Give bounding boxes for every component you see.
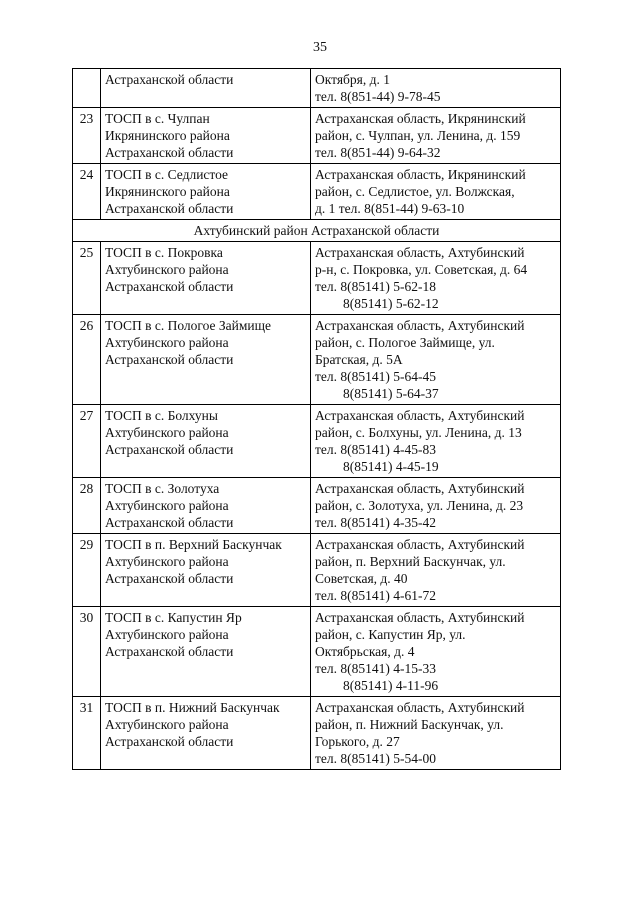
address-line: Астраханская область, Ахтубинский (315, 245, 525, 260)
division-name-line: ТОСП в п. Нижний Баскунчак (105, 700, 280, 715)
division-name-line: ТОСП в с. Пологое Займище (105, 318, 272, 333)
division-name-cell (101, 164, 311, 220)
phone-extra-line: 8(85141) 5-64-37 (343, 386, 439, 401)
phone-extra-line: 8(85141) 4-45-19 (343, 459, 439, 474)
row-number: 23 (73, 108, 101, 164)
division-name-line: Икрянинского района (105, 184, 230, 199)
address-line: Астраханская область, Ахтубинский (315, 318, 525, 333)
address-cell (311, 108, 561, 164)
address-line: район, с. Капустин Яр, ул. (315, 627, 466, 642)
division-name-line: ТОСП в с. Болхуны (105, 408, 218, 423)
address-line: тел. 8(85141) 5-54-00 (315, 751, 436, 766)
address-cell (311, 69, 561, 108)
address-line: тел. 8(851-44) 9-78-45 (315, 89, 441, 104)
division-name-line: Астраханской области (105, 72, 234, 87)
page-number: 35 (313, 40, 327, 55)
address-cell (311, 164, 561, 220)
division-name-line: Ахтубинского района (105, 498, 229, 513)
division-name-cell (101, 478, 311, 534)
address-line: район, с. Седлистое, ул. Волжская, (315, 184, 515, 199)
table-row (73, 534, 561, 607)
address-line: район, с. Пологое Займище, ул. (315, 335, 495, 350)
address-cell (311, 697, 561, 770)
table-row (73, 69, 561, 108)
row-number: 27 (73, 405, 101, 478)
address-line: Октября, д. 1 (315, 72, 391, 87)
row-number: 31 (73, 697, 101, 770)
division-name-line: Астраханской области (105, 644, 234, 659)
address-line: Астраханская область, Ахтубинский (315, 537, 525, 552)
address-line: Астраханская область, Икрянинский (315, 167, 526, 182)
address-line: тел. 8(85141) 4-15-33 (315, 661, 436, 676)
address-line: тел. 8(85141) 5-64-45 (315, 369, 436, 384)
row-number: 29 (73, 534, 101, 607)
division-name-line: Астраханской области (105, 145, 234, 160)
address-line: район, п. Верхний Баскунчак, ул. (315, 554, 506, 569)
phone-extra-line: 8(85141) 4-11-96 (343, 678, 439, 693)
address-line: Октябрьская, д. 4 (315, 644, 415, 659)
row-number: 25 (73, 242, 101, 315)
division-name-cell (101, 697, 311, 770)
division-name-cell (101, 69, 311, 108)
address-cell (311, 607, 561, 697)
address-line: район, с. Чулпан, ул. Ленина, д. 159 (315, 128, 521, 143)
row-number (73, 69, 101, 108)
table-row (73, 315, 561, 405)
address-line: район, с. Болхуны, ул. Ленина, д. 13 (315, 425, 522, 440)
division-name-line: ТОСП в с. Седлистое (105, 167, 229, 182)
division-name-line: ТОСП в с. Чулпан (105, 111, 210, 126)
division-name-line: Ахтубинского района (105, 262, 229, 277)
address-line: Астраханская область, Ахтубинский (315, 481, 525, 496)
address-line: тел. 8(85141) 4-45-83 (315, 442, 436, 457)
division-name-line: Ахтубинского района (105, 717, 229, 732)
division-name-line: Ахтубинского района (105, 425, 229, 440)
division-name-line: ТОСП в с. Покровка (105, 245, 223, 260)
division-name-line: Астраханской области (105, 734, 234, 749)
row-number: 30 (73, 607, 101, 697)
division-name-line: Астраханской области (105, 352, 234, 367)
address-line: тел. 8(85141) 4-35-42 (315, 515, 436, 530)
division-name-line: Астраханской области (105, 515, 234, 530)
address-line: Астраханская область, Ахтубинский (315, 610, 525, 625)
division-name-line: Астраханской области (105, 279, 234, 294)
address-cell (311, 315, 561, 405)
address-line: Горького, д. 27 (315, 734, 400, 749)
address-line: тел. 8(85141) 4-61-72 (315, 588, 436, 603)
row-number: 28 (73, 478, 101, 534)
address-line: тел. 8(85141) 5-62-18 (315, 279, 436, 294)
division-name-cell (101, 242, 311, 315)
address-line: Братская, д. 5А (315, 352, 403, 367)
address-line: д. 1 тел. 8(851-44) 9-63-10 (315, 201, 465, 216)
division-name-line: Ахтубинского района (105, 554, 229, 569)
address-line: р-н, с. Покровка, ул. Советская, д. 64 (315, 262, 528, 277)
row-number: 26 (73, 315, 101, 405)
division-name-line: Ахтубинского района (105, 335, 229, 350)
address-line: Астраханская область, Икрянинский (315, 111, 526, 126)
division-name-line: Икрянинского района (105, 128, 230, 143)
address-line: район, п. Нижний Баскунчак, ул. (315, 717, 504, 732)
division-name-line: ТОСП в с. Капустин Яр (105, 610, 242, 625)
registry-table (72, 68, 561, 770)
table-body-bottom (73, 242, 561, 770)
division-name-cell (101, 607, 311, 697)
section-title: Ахтубинский район Астраханской области (73, 220, 561, 242)
division-name-line: Астраханской области (105, 571, 234, 586)
division-name-line: Ахтубинского района (105, 627, 229, 642)
division-name-cell (101, 405, 311, 478)
table-row (73, 108, 561, 164)
division-name-line: ТОСП в п. Верхний Баскунчак (105, 537, 282, 552)
table-row (73, 697, 561, 770)
address-line: Астраханская область, Ахтубинский (315, 408, 525, 423)
table-row (73, 607, 561, 697)
division-name-line: ТОСП в с. Золотуха (105, 481, 220, 496)
division-name-cell (101, 108, 311, 164)
address-line: Астраханская область, Ахтубинский (315, 700, 525, 715)
table-row (73, 242, 561, 315)
division-name-line: Астраханской области (105, 201, 234, 216)
row-number: 24 (73, 164, 101, 220)
address-cell (311, 478, 561, 534)
address-line: Советская, д. 40 (315, 571, 408, 586)
table-row (73, 478, 561, 534)
division-name-cell (101, 315, 311, 405)
address-cell (311, 405, 561, 478)
address-line: тел. 8(851-44) 9-64-32 (315, 145, 441, 160)
table-row (73, 405, 561, 478)
division-name-cell (101, 534, 311, 607)
address-cell (311, 242, 561, 315)
table-row (73, 164, 561, 220)
section-header-row (73, 220, 561, 242)
phone-extra-line: 8(85141) 5-62-12 (343, 296, 439, 311)
division-name-line: Астраханской области (105, 442, 234, 457)
table-body-top (73, 69, 561, 220)
address-line: район, с. Золотуха, ул. Ленина, д. 23 (315, 498, 524, 513)
address-cell (311, 534, 561, 607)
section-header-body (73, 220, 561, 242)
